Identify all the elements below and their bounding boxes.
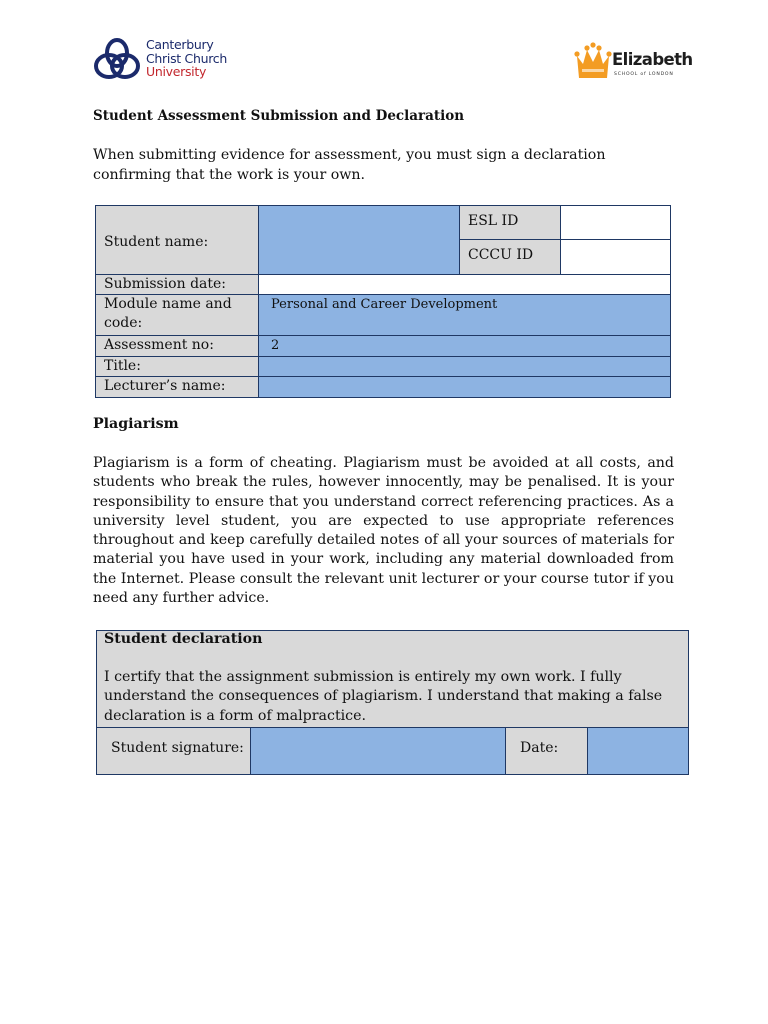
student-name-field[interactable]	[258, 205, 460, 275]
declaration-text: I certify that the assignment submission is entirely my own work. I fully understand the consequences of plagiarism. I understand that making a false declaration is a form of malpractice.	[104, 669, 663, 724]
student-name-label: Student name:	[95, 205, 259, 275]
signature-label: Student signature:	[96, 727, 251, 775]
submission-date-label: Submission date:	[95, 274, 259, 295]
assessment-field[interactable]: 2	[258, 335, 671, 357]
plagiarism-paragraph: Plagiarism is a form of cheating. Plagiarism must be avoided at all costs, and students who break the rules, however innocently, may be penalised. It is your responsibility to ensure that you understand correct referencing practices. As a university level student, you are expected to use appropriate references throughout and keep carefully detailed notes of all your sources of materials for material you have used in your work, including any material downloaded from the Internet. Please consult the relevant unit lecturer or your course tutor if you need any further advice.	[93, 455, 674, 607]
date-label: Date:	[505, 727, 588, 775]
title-field[interactable]	[258, 356, 671, 377]
module-label-line1: Module name and	[104, 296, 232, 312]
esl-logo	[574, 42, 693, 82]
lecturer-field[interactable]	[258, 376, 671, 398]
cccu-line3: University	[146, 64, 207, 79]
cccu-line2: Christ Church	[146, 50, 227, 66]
cccu-id-field[interactable]	[560, 239, 671, 275]
title-label: Title:	[95, 356, 259, 377]
cccu-id-label: CCCU ID	[459, 239, 561, 275]
cccu-line1: Canterbury	[146, 37, 214, 52]
page-title: Student Assessment Submission and Declaration	[93, 108, 465, 124]
crown-icon	[574, 42, 612, 82]
intro-paragraph: When submitting evidence for assessment, you must sign a declaration confirming that the work is your own.	[93, 147, 606, 183]
esl-wordmark: Elizabeth	[612, 50, 693, 69]
esl-id-field[interactable]	[560, 205, 671, 240]
cccu-emblem-icon	[92, 36, 144, 82]
date-field[interactable]	[587, 727, 689, 775]
esl-subtitle: SCHOOL of LONDON	[614, 72, 674, 77]
submission-date-field[interactable]	[258, 274, 671, 295]
declaration-title: Student declaration	[104, 631, 263, 647]
esl-id-label: ESL ID	[459, 205, 561, 240]
module-label-line2: code:	[104, 315, 143, 331]
cccu-wordmark	[146, 38, 227, 79]
module-label	[95, 294, 259, 336]
cccu-logo	[92, 36, 252, 84]
module-field[interactable]: Personal and Career Development	[258, 294, 671, 336]
signature-field[interactable]	[250, 727, 506, 775]
plagiarism-heading: Plagiarism	[93, 416, 179, 432]
lecturer-label: Lecturer’s name:	[95, 376, 259, 398]
assessment-label: Assessment no:	[95, 335, 259, 357]
